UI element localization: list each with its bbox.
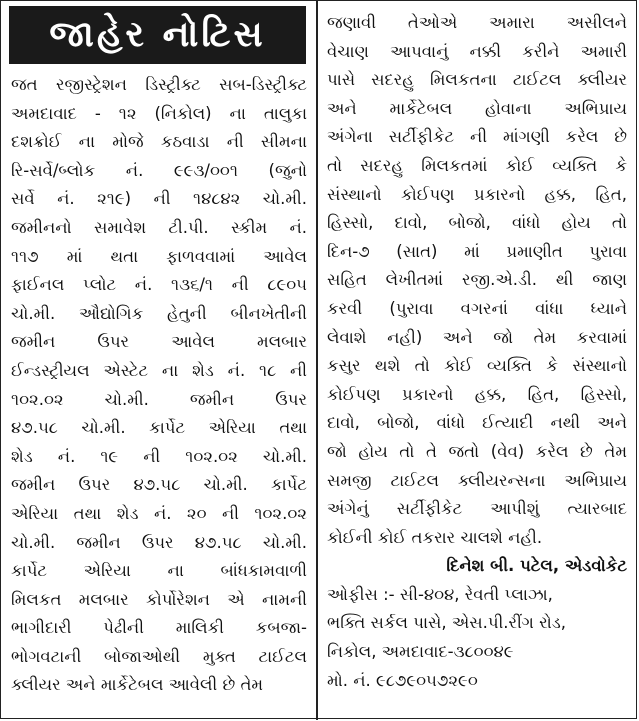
notice-text-line: સહિત લેખીતમાં રજી.એ.ડી. થી જાણ — [327, 270, 627, 290]
notice-text-line: દિન-૭ (સાત) માં પ્રમાણીત પુરાવા — [327, 241, 627, 261]
notice-text-line: ફાઈનલ પ્લોટ નં. ૧૩૬/૧ ની ૮૯૦૫ — [11, 275, 307, 295]
notice-text-line: જમીનનો સમાવેશ ટી.પી. સ્કીમ નં. — [11, 217, 307, 237]
notice-text-line: ચો.મી. ઔદ્યોગિક હેતુની બીનખેતીની — [11, 303, 307, 323]
notice-text-line: એરિયા તથા શેડ નં. ૨૦ ની ૧૦૨.૦૨ — [11, 503, 307, 523]
notice-text-line: અને માર્કેટેબલ હોવાના અભિપ્રાય — [327, 98, 627, 118]
notice-text-line: ચો.મી. જમીન ઉપર ૪૭.૫૮ ચો.મી. — [11, 532, 307, 552]
notice-text-line: જો હોય તો તે જતો (વેવ) કરેલ છે તેમ — [327, 441, 627, 461]
notice-body-right-column — [327, 9, 627, 695]
notice-text-line: વેચાણ આપવાનું નક્કી કરીને અમારી — [327, 41, 627, 61]
notice-text-line: મિલકત મલબાર કોર્પોરેશન એ નામની — [11, 589, 307, 609]
notice-text-line: દાવો, બોજો, વાંધો ઈત્યાદી નથી અને — [327, 413, 627, 433]
notice-text-line: ઈન્ડસ્ટ્રીયલ એસ્ટેટ ના શેડ નં. ૧૮ ની — [11, 360, 307, 380]
notice-text-line: જત રજીસ્ટ્રેશન ડિસ્ટ્રીક્ટ સબ-ડિસ્ટ્રીક્ટ — [11, 75, 307, 94]
notice-text-line: કોઈની કોઈ તકરાર ચાલશે નહી. — [327, 527, 543, 547]
notice-text-line: અંગેનું સર્ટીફીકેટ આપીશું ત્યારબાદ — [327, 499, 627, 519]
notice-text-line: દશક્રોઈ ના મોજે કઠવાડા ની સીમના — [11, 132, 307, 152]
notice-text-line: સમજી ટાઈટલ ક્લીયરન્સના અભિપ્રાય — [327, 470, 627, 490]
column-divider — [316, 1, 318, 720]
signatory-office: ઓફીસ :- સી-૪૦૪, રેવતી પ્લાઝા, — [327, 584, 553, 604]
notice-text-line: ૧૧૭ માં થતા ફાળવવામાં આવેલ — [11, 246, 307, 266]
notice-text-line: કરવી (પુરાવા વગરનાં વાંધા ધ્યાને — [327, 298, 627, 318]
notice-text-line: ક્લીયર અને માર્કેટેબલ આવેલી છે તેમ — [11, 675, 264, 695]
notice-text-line: ભાગીદારી પેઢીની માલિકી કબજા- — [11, 618, 307, 638]
notice-title: જાહેર નોટિસ — [49, 14, 266, 55]
notice-text-line: તો સદરહુ મિલકતમાં કોઈ વ્યક્તિ કે — [327, 155, 627, 175]
notice-body-left-column — [11, 71, 307, 700]
notice-text-line: અંગેના સર્ટીફીકેટ ની માંગણી કરેલ છે — [327, 127, 627, 147]
signatory-name: દિનેશ બી. પટેલ, એડવોકેટ — [446, 556, 627, 576]
notice-text-line: અમદાવાદ - ૧૨ (નિકોલ) ના તાલુકા — [11, 103, 307, 123]
notice-title-banner — [9, 6, 306, 64]
notice-text-line: શેડ નં. ૧૯ ની ૧૦૨.૦૨ ચો.મી. — [11, 446, 307, 466]
notice-text-line: ૪૭.૫૮ ચો.મી. કાર્પેટ એરિયા તથા — [11, 418, 307, 438]
signatory-address-line-2: નિકોલ, અમદાવાદ-૩૮૦૦૪૯ — [327, 642, 514, 662]
notice-text-line: લેવાશે નહી) અને જો તેમ કરવામાં — [327, 327, 627, 347]
notice-text-line: જમીન ઉપર ૪૭.૫૮ ચો.મી. કાર્પેટ — [11, 475, 307, 495]
notice-text-line: ભોગવટાની બોજાઓથી મુક્ત ટાઈટલ — [11, 646, 307, 666]
notice-text-line: કાર્પેટ એરિયા ના બાંધકામવાળી — [11, 561, 307, 581]
notice-text-line: સંસ્થાનો કોઈપણ પ્રકારનો હક્ક, હિત, — [327, 184, 627, 204]
notice-text-line: ૧૦૨.૦૨ ચો.મી. જમીન ઉપર — [11, 389, 307, 409]
signatory-mobile: મો. નં. ૯૮૭૯૦૫૭૨૯૦ — [327, 670, 478, 690]
notice-text-line: કોઈપણ પ્રકારનો હક્ક, હિત, હિસ્સો, — [327, 384, 627, 404]
signatory-address-line-1: ભક્તિ સર્કલ પાસે, એસ.પી.રીંગ રોડ, — [327, 613, 567, 633]
notice-text-line: કસુર થશે તો કોઈ વ્યક્તિ કે સંસ્થાનો — [327, 356, 627, 376]
notice-text-line: રિ-સર્વે/બ્લોક નં. ૯૯૩/૦૦૧ (જુનો — [11, 160, 307, 180]
notice-text-line: જણાવી તેઓએ અમારા અસીલને — [327, 13, 627, 32]
notice-text-line: હિસ્સો, દાવો, બોજો, વાંધો હોય તો — [327, 213, 627, 233]
notice-text-line: જમીન ઉપર આવેલ મલબાર — [11, 332, 307, 352]
notice-text-line: પાસે સદરહુ મિલકતના ટાઈટલ ક્લીયર — [327, 70, 627, 90]
notice-text-line: સર્વે નં. ૨૧૯) ની ૧૪૮૪૨ ચો.મી. — [11, 189, 307, 209]
